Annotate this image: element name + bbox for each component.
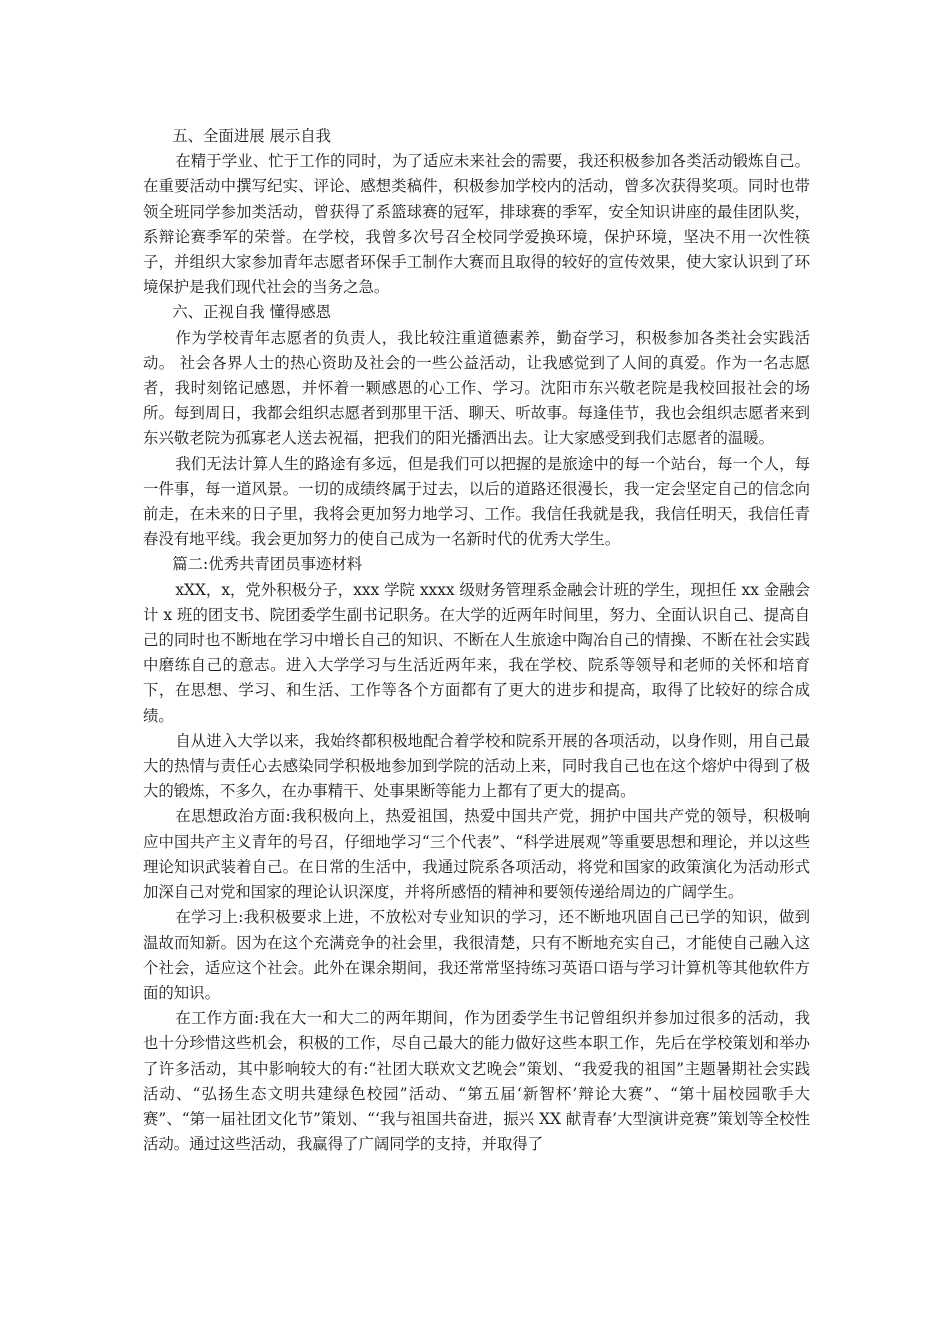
section-five-heading: 五、全面进展 展示自我 [172,127,332,145]
section-six-paragraph-2: 我们无法计算人生的路途有多远，但是我们可以把握的是旅途中的每一个站台，每一个人，每一件事，每一道风景。一切的成绩终属于过去，以后的道路还很漫长，我一定会坚定自己的信念向前走，在未来的日子里，我将会更加努力地学习、工作。我信任我就是我，我信任明天，我信任青春没有地平线。我会更加努力的使自己成为一名新时代的优秀大学生。 [143,454,810,549]
document-body [143,124,810,1157]
part-two-paragraph-1: xXX，x，党外积极分子，xxx 学院 xxxx 级财务管理系金融会计班的学生，现担任 xx 金融会计 x 班的团支书、院团委学生副书记职务。在大学的近两年时间里，努力、全面认识自己、提高自己的同时也不断地在学习中增长自己的知识、不断在人生旅途中陶冶自己的情操、不断在社会实践中磨练自己的意志。进入大学学习与生活近两年来，我在学校、院系等领导和老师的关怀和培育下，在思想、学习、和生活、工作等各个方面都有了更大的进步和提高，取得了比较好的综合成绩。 [143,580,810,725]
part-two-paragraph-3: 在思想政治方面:我积极向上，热爱祖国，热爱中国共产党，拥护中国共产党的领导，积极响应中国共产主义青年的号召，仔细地学习“三个代表”、“科学进展观”等重要思想和理论，并以这些理论知识武装着自己。在日常的生活中，我通过院系各项活动，将党和国家的政策演化为活动形式加深自己对党和国家的理论认识深度，并将所感悟的精神和要领传递给周边的广阔学生。 [143,807,810,902]
part-two-heading: 篇二:优秀共青团员事迹材料 [172,555,363,574]
section-six-paragraph-1: 作为学校青年志愿者的负责人，我比较注重道德素养，勤奋学习，积极参加各类社会实践活动。 社会各界人士的热心资助及社会的一些公益活动，让我感觉到了人间的真爱。作为一名志愿者，我时刻铭记感恩，并怀着一颗感恩的心工作、学习。沈阳市东兴敬老院是我校回报社会的场所。每到周日，我都会组织志愿者到那里干活、聊天、听故事。每逢佳节，我也会组织志愿者来到东兴敬老院为孤寡老人送去祝福，把我们的阳光播洒出去。让大家感受到我们志愿者的温暖。 [143,328,810,448]
section-five-paragraph: 在精于学业、忙于工作的同时，为了适应未来社会的需要，我还积极参加各类活动锻炼自己。在重要活动中撰写纪实、评论、感想类稿件，积极参加学校内的活动，曾多次获得奖项。同时也带领全班同学参加类活动，曾获得了系篮球赛的冠军，排球赛的季军，安全知识讲座的最佳团队奖，系辩论赛季军的荣誉。在学校，我曾多次号召全校同学爱换环境，保护环境，坚决不用一次性筷子，并组织大家参加青年志愿者环保手工制作大赛而且取得的较好的宣传效果，使大家认识到了环境保护是我们现代社会的当务之急。 [143,152,810,297]
section-six-heading: 六、正视自我 懂得感恩 [172,303,332,322]
part-two-paragraph-5: 在工作方面:我在大一和大二的两年期间，作为团委学生书记曾组织并参加过很多的活动，我也十分珍惜这些机会，积极的工作，尽自己最大的能力做好这些本职工作，先后在学校策划和举办了许多活动，其中影响较大的有:“社团大联欢文艺晚会”策划、“我爱我的祖国”主题暑期社会实践活动、“弘扬生态文明共建绿色校园”活动、“第五届‘新智杯’辩论大赛”、“第十届校园歌手大赛”、“第一届社团文化节”策划、“‘我与祖国共奋进，振兴 XX 献青春’大型演讲竞赛”策划等全校性活动。通过这些活动，我赢得了广阔同学的支持，并取得了 [143,1009,810,1154]
part-two-paragraph-2: 自从进入大学以来，我始终都积极地配合着学校和院系开展的各项活动，以身作则，用自己最大的热情与责任心去感染同学积极地参加到学院的活动上来，同时我自己也在这个熔炉中得到了极大的锻炼，不多久，在办事精干、处事果断等能力上都有了更大的提高。 [143,731,810,801]
part-two-paragraph-4: 在学习上:我积极要求上进，不放松对专业知识的学习，还不断地巩固自己已学的知识，做到温故而知新。因为在这个充满竞争的社会里，我很清楚，只有不断地充实自己，才能使自己融入这个社会，适应这个社会。此外在课余期间，我还常常坚持练习英语口语与学习计算机等其他软件方面的知识。 [143,908,810,1002]
